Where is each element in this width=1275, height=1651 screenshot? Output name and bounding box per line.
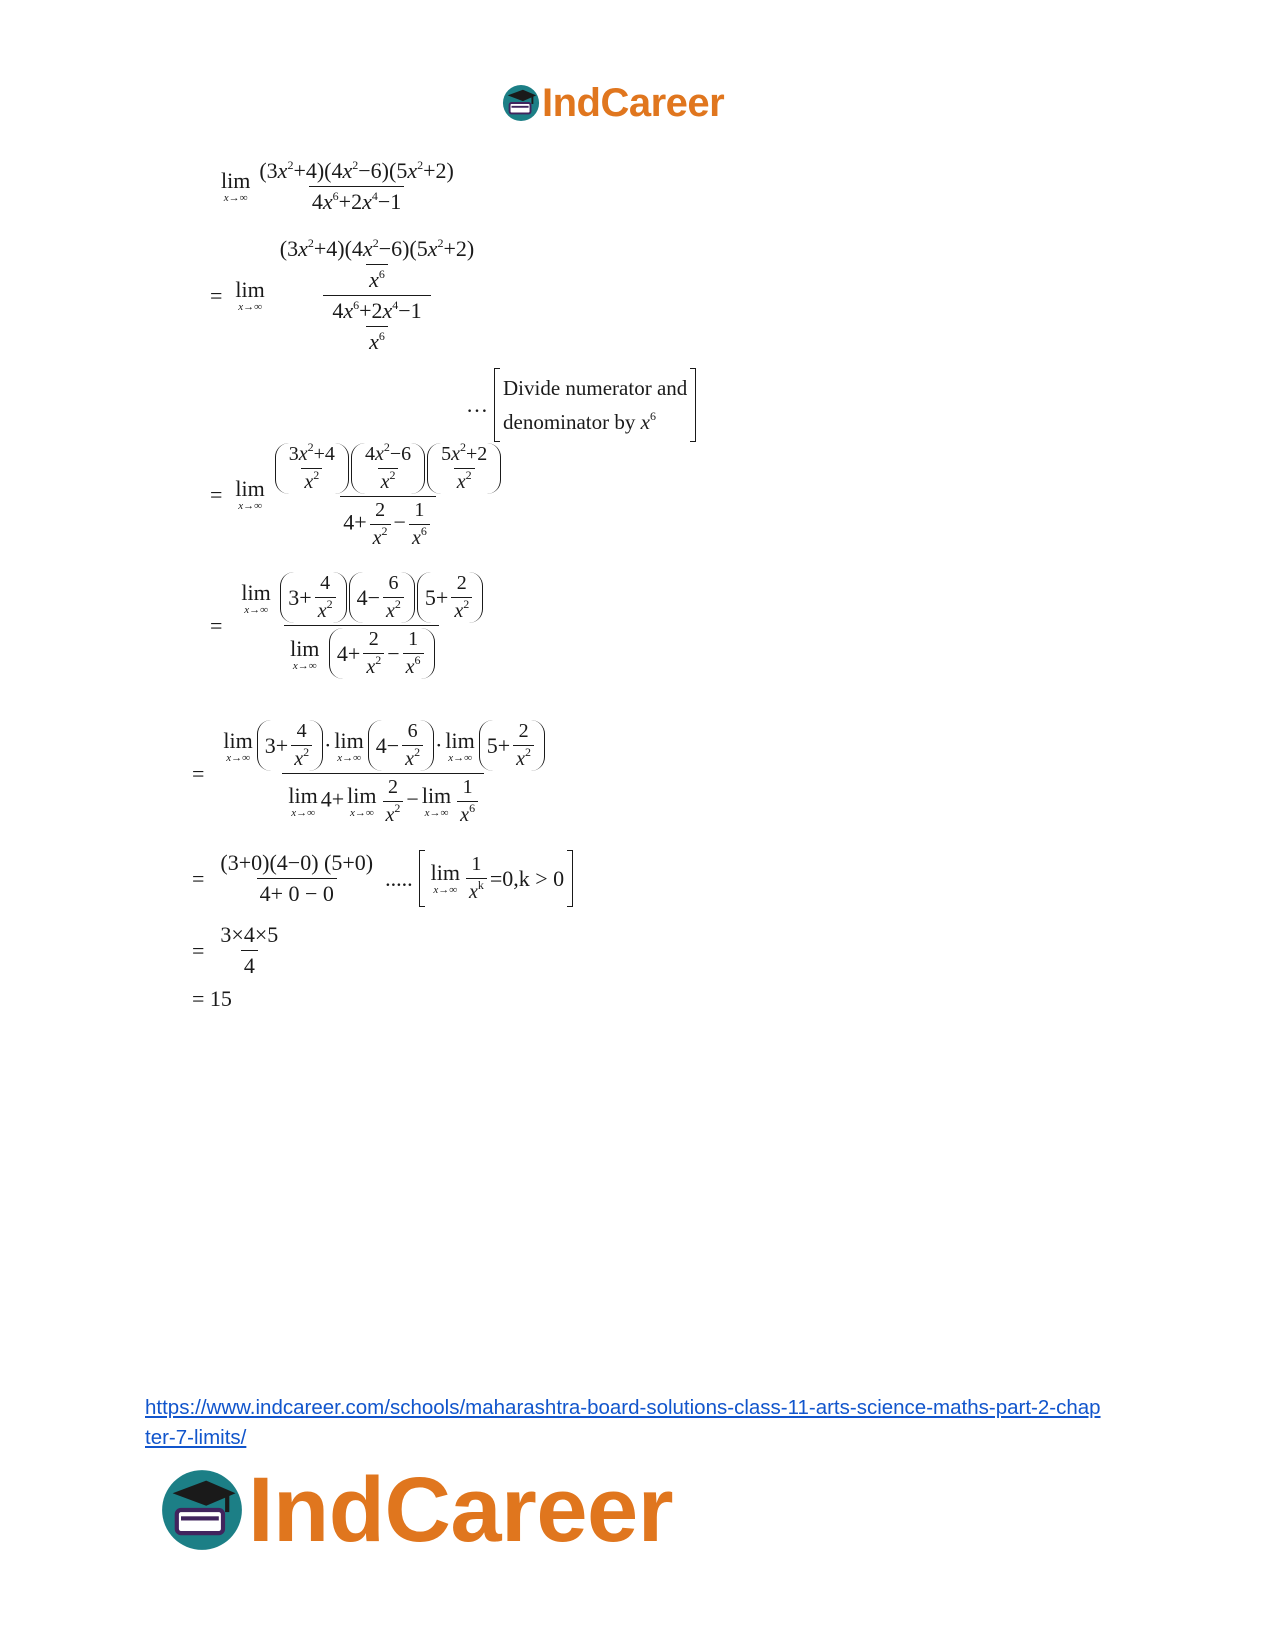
limit-operator: lim x→∞ — [221, 167, 251, 204]
limit-operator: lim x→∞ — [235, 276, 265, 313]
math-step-2: = lim x→∞ $\frac{\frac{(3x^2+4)(4x^2-6)(5x^2+2)}{x^6}}{\frac{4x^6+2x^4-1}{x^6}}$ — [210, 236, 475, 354]
limit-operator: lim x→∞ — [334, 728, 364, 765]
limit-operator: lim x→∞ — [347, 782, 377, 819]
math-step-5: = lim x→∞ 3+ $\frac{4}{x^2}$ · lim x→∞ 4− $\frac{6}{x^2}$ · lim x→∞ 5+ $\frac{2}{x^2}$ lim x→∞ 4+ lim x→∞ $\frac{2}{x^2}$ − lim x→∞ $\frac{1}{x^6}$ — [192, 720, 552, 827]
limit-operator: lim x→∞ — [445, 728, 475, 765]
logo-wordmark: IndCareer — [542, 80, 725, 125]
limit-operator: lim x→∞ — [421, 782, 452, 819]
math-step-3: = lim x→∞ $\frac{3x^2+4}{x^2}$ $\frac{4x^2-6}{x^2}$ $\frac{5x^2+2}{x^2}$ 4+ $\frac{2}{x^2}$ − $\frac{1}{x^6}$ — [210, 440, 508, 550]
final-answer: = 15 — [192, 986, 232, 1011]
limit-operator: lim x→∞ — [430, 859, 460, 896]
logo-wordmark: IndCareer — [248, 1458, 673, 1561]
graduation-cap-book-icon — [502, 84, 540, 122]
header-logo — [502, 78, 724, 128]
graduation-cap-book-icon — [160, 1468, 244, 1552]
footer-logo — [160, 1458, 673, 1561]
source-link[interactable]: https://www.indcareer.com/schools/maharashtra-board-solutions-class-11-arts-science-maths-part-2-chapter-7-limits/ — [145, 1396, 1101, 1449]
limit-operator: lim x→∞ — [288, 782, 318, 819]
method-note-divide: … Divide numerator and denominator by $x^6$ — [466, 368, 696, 442]
math-step-6: = $\frac{(3+0)(4-0) (5+0)}{4+ 0 - 0}$ ..... lim x→∞ $\frac{1}{x^k}$ =0,k > 0 — [192, 850, 573, 907]
limit-operator: lim x→∞ — [223, 728, 253, 765]
limit-operator: lim x→∞ — [290, 636, 320, 673]
math-step-7: = $\frac{3\times 4\times 5}{4}$ — [192, 922, 279, 978]
limit-operator: lim x→∞ — [241, 580, 271, 617]
limit-operator: lim x→∞ — [235, 476, 265, 512]
math-step-1: lim x→∞ $\frac{(3x^2+4)(4x^2-6)(5x^2+2)}{4x^6+2x^4-1}$ — [221, 158, 454, 214]
math-step-4: = lim x→∞ 3+ $\frac{4}{x^2}$ 4− $\frac{6}{x^2}$ 5+ $\frac{2}{x^2}$ lim x→∞ 4+ $\frac{2}{x^2}$ − $\frac{1}{x^6}$ — [210, 572, 490, 679]
